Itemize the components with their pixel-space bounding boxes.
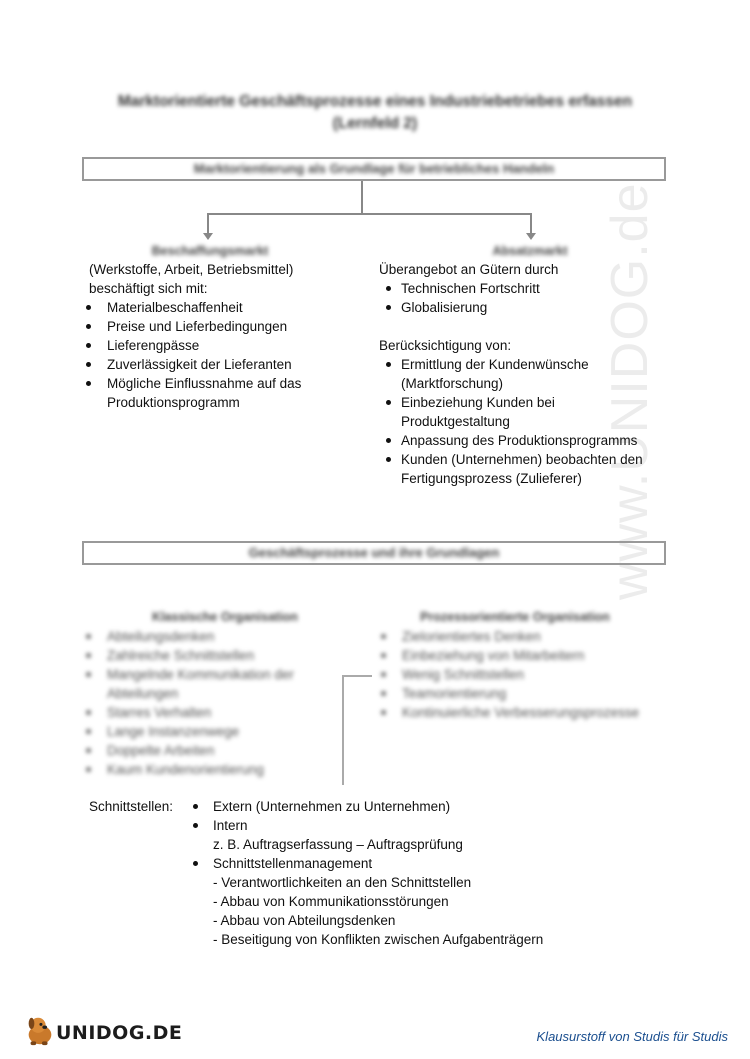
prozess-header: Prozessorientierte Organisation xyxy=(420,610,610,624)
klassisch-column xyxy=(79,627,339,779)
schnittstellen-label: Schnittstellen: xyxy=(89,799,174,814)
section-box-marktorientierung xyxy=(82,157,666,181)
list-item: Starres Verhalten xyxy=(79,703,339,722)
prozess-column xyxy=(374,627,674,722)
list-item: Zielorientiertes Denken xyxy=(374,627,674,646)
watermark: www.UNIDOG.de xyxy=(601,182,659,600)
document-title xyxy=(60,91,690,135)
list-item: Intern z. B. Auftragserfassung – Auftragsprüfung xyxy=(189,816,669,854)
list-item: Preise und Lieferbedingungen xyxy=(79,317,369,336)
right-header: Absatzmarkt xyxy=(492,244,568,258)
klassisch-header: Klassische Organisation xyxy=(152,610,298,624)
bracket-horizontal xyxy=(342,675,372,677)
left-header: Beschaffungsmarkt xyxy=(151,244,269,258)
list-item: Abteilungsdenken xyxy=(79,627,339,646)
right-column xyxy=(379,260,679,488)
list-item: Mögliche Einflussnahme auf das xyxy=(79,374,369,393)
prozess-list xyxy=(374,627,674,722)
left-intro-1: (Werkstoffe, Arbeit, Betriebsmittel) xyxy=(89,262,294,277)
list-item: Doppelte Arbeiten xyxy=(79,741,339,760)
list-item: Materialbeschaffenheit xyxy=(79,298,369,317)
connector-vertical xyxy=(361,181,363,214)
schnittstellen-list xyxy=(189,797,669,949)
list-item: Kontinuierliche Verbesserungsprozesse xyxy=(374,703,674,722)
bracket-vertical xyxy=(342,675,344,785)
footer-text: Klausurstoff von Studis für Studis xyxy=(536,1029,728,1044)
list-item: Extern (Unternehmen zu Unternehmen) xyxy=(189,797,669,816)
box-label: Geschäftsprozesse und ihre Grundlagen xyxy=(248,545,500,560)
list-item: Einbeziehung von Mitarbeitern xyxy=(374,646,674,665)
list-item: Lieferengpässe xyxy=(79,336,369,355)
section-box-geschaeftsprozesse xyxy=(82,541,666,565)
arrow-down-icon xyxy=(203,233,213,240)
left-list xyxy=(79,298,369,393)
list-item-continuation: Produktionsprogramm xyxy=(107,395,240,410)
title-line-1: Marktorientierte Geschäftsprozesse eines Industriebetriebes erfassen xyxy=(117,93,633,110)
list-item: Teamorientierung xyxy=(374,684,674,703)
list-item: Einbeziehung Kunden bei Produktgestaltung xyxy=(379,393,679,431)
list-item: Kunden (Unternehmen) beobachten den Fertigungsprozess (Zulieferer) xyxy=(379,450,679,488)
connector-horizontal xyxy=(207,213,532,215)
list-item: Technischen Fortschritt xyxy=(379,279,679,298)
left-column xyxy=(89,260,369,412)
right-intro: Überangebot an Gütern durch xyxy=(379,262,559,277)
list-item: Zahlreiche Schnittstellen xyxy=(79,646,339,665)
list-item: Ermittlung der Kundenwünsche (Marktforschung) xyxy=(379,355,679,393)
list-item: Globalisierung xyxy=(379,298,679,317)
dog-logo-icon xyxy=(22,1014,58,1048)
right-intro-2: Berücksichtigung von: xyxy=(379,338,512,353)
list-item: Schnittstellenmanagement - Verantwortlichkeiten an den Schnittstellen - Abbau von Kommunikationsstörungen - Abbau von Abteilungsdenken - Beseitigung von Konflikten zwischen Aufgabenträgern xyxy=(189,854,669,949)
left-intro-2: beschäftigt sich mit: xyxy=(89,281,208,296)
list-item: Lange Instanzenwege xyxy=(79,722,339,741)
list-item: Zuverlässigkeit der Lieferanten xyxy=(79,355,369,374)
right-list-1 xyxy=(379,279,679,317)
logo-text: UNIDOG.DE xyxy=(56,1022,183,1044)
list-item: Kaum Kundenorientierung xyxy=(79,760,339,779)
title-line-2: (Lernfeld 2) xyxy=(332,115,418,132)
arrow-down-icon xyxy=(526,233,536,240)
klassisch-list xyxy=(79,627,339,779)
list-item: Anpassung des Produktionsprogramms xyxy=(379,431,679,450)
list-item: Wenig Schnittstellen xyxy=(374,665,674,684)
right-list-2 xyxy=(379,355,679,488)
list-item: Mangelnde Kommunikation der Abteilungen xyxy=(79,665,339,703)
box-label: Marktorientierung als Grundlage für betriebliches Handeln xyxy=(193,161,555,176)
